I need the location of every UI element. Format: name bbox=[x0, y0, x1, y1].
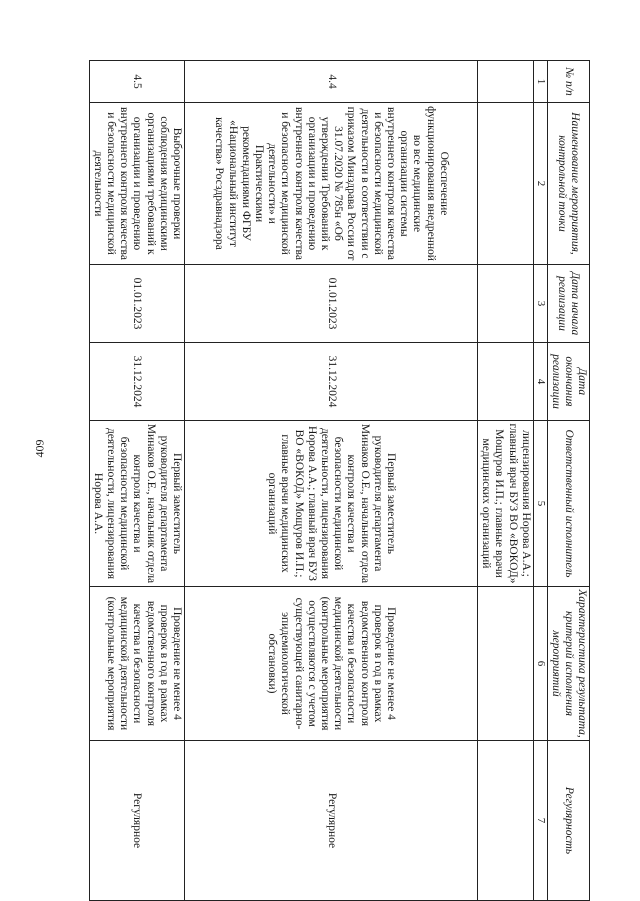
table-row bbox=[477, 61, 533, 901]
cell-end-date: 31.12.2024 bbox=[184, 343, 477, 421]
cell-name bbox=[477, 103, 533, 265]
rotated-page-content bbox=[91, 60, 590, 900]
page-number: 409 bbox=[32, 439, 47, 458]
cell-start-date: 01.01.2023 bbox=[89, 265, 184, 343]
cell-name: Обеспечение функционирования внедренной во все медицинские организации системы внутреннего контроля качества и безопасности медицинской деятельности в соответствии с приказом Минздрава России от 31.07.2020 № 785н «Об утверждении Требований к организации и проведению внутреннего контроля качества и безопасности медицинской деятельности» и Практическими рекомендациями ФГБУ «Национальный институт качества» Росздравнадзора bbox=[184, 103, 477, 265]
cell-regularity: Регулярное bbox=[89, 741, 184, 901]
cell-characteristic: Проведение не менее 4 проверок в год в рамках ведомственного контроля качества и безопасности медицинской деятельности (контрольные мероприятия осуществляются с учетом существующей санитарно-эпидемиологической обстановки) bbox=[184, 587, 477, 741]
column-number: 5 bbox=[533, 421, 547, 587]
header-responsible: Ответственный исполнитель bbox=[548, 421, 590, 587]
header-end-date: Дата окончания реализации bbox=[548, 343, 590, 421]
cell-responsible: лицензирования Норова А.А.; главный врач БУЗ ВО «ВОКОД» Мощуров И.П.; главные врачи медицинских организаций bbox=[477, 421, 533, 587]
cell-responsible: Первый заместитель руководителя департамента Минаков О.Е., начальник отдела контроля качества и безопасности медицинской деятельности, лицензирования Норова А.А. bbox=[89, 421, 184, 587]
activities-table bbox=[89, 60, 590, 901]
cell-start-date bbox=[477, 265, 533, 343]
cell-regularity: Регулярное bbox=[184, 741, 477, 901]
header-characteristic: Характеристика результата, критерий исполнения мероприятий bbox=[548, 587, 590, 741]
cell-responsible: Первый заместитель руководителя департамента Минаков О.Е., начальник отдела контроля качества и безопасности медицинской деятельности, лицензирования Норова А.А.; главный врач БУЗ ВО «ВОКОД» Мощуров И.П.; главные врачи медицинских организаций bbox=[184, 421, 477, 587]
header-regularity: Регулярность bbox=[548, 741, 590, 901]
header-name: Наименование мероприятия, контрольной точки bbox=[548, 103, 590, 265]
column-number: 6 bbox=[533, 587, 547, 741]
cell-number bbox=[477, 61, 533, 103]
cell-characteristic: Проведение не менее 4 проверок в год в рамках ведомственного контроля качества и безопасности медицинской деятельности (контрольные мероприятия bbox=[89, 587, 184, 741]
header-start-date: Дата начала реализации bbox=[548, 265, 590, 343]
column-number-row bbox=[533, 61, 547, 901]
cell-name: Выборочные проверки соблюдения медицинскими организациями требований к организации и проведению внутреннего контроля качества и безопасности медицинской деятельности bbox=[89, 103, 184, 265]
table-row bbox=[184, 61, 477, 901]
column-number: 1 bbox=[533, 61, 547, 103]
column-number: 3 bbox=[533, 265, 547, 343]
cell-end-date: 31.12.2024 bbox=[89, 343, 184, 421]
cell-regularity bbox=[477, 741, 533, 901]
column-number: 2 bbox=[533, 103, 547, 265]
column-number: 7 bbox=[533, 741, 547, 901]
cell-characteristic bbox=[477, 587, 533, 741]
table-row bbox=[89, 61, 184, 901]
column-number: 4 bbox=[533, 343, 547, 421]
header-number: № п/п bbox=[548, 61, 590, 103]
cell-end-date bbox=[477, 343, 533, 421]
cell-number: 4.4 bbox=[184, 61, 477, 103]
cell-number: 4.5 bbox=[89, 61, 184, 103]
header-row bbox=[548, 61, 590, 901]
cell-start-date: 01.01.2023 bbox=[184, 265, 477, 343]
